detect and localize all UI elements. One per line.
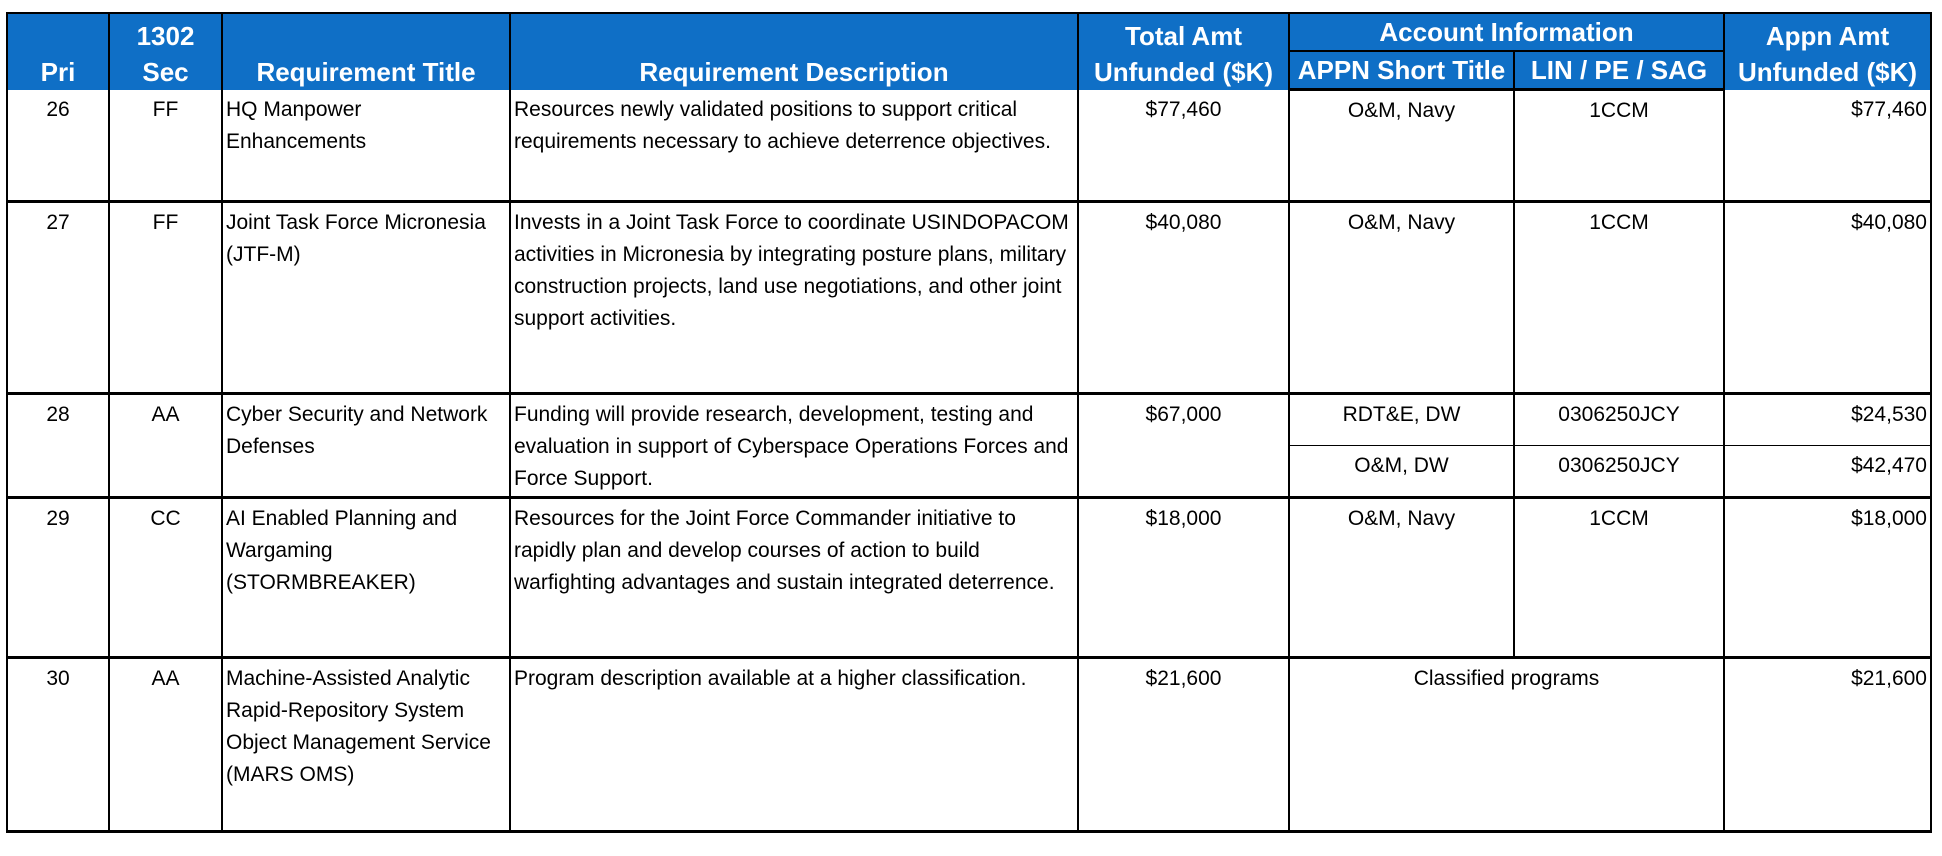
header-account-information: Account Information	[1289, 13, 1724, 51]
cell-total: $21,600	[1078, 658, 1289, 832]
cell-total: $40,080	[1078, 202, 1289, 394]
cell-lin: 1CCM	[1514, 202, 1724, 394]
cell-description: Invests in a Joint Task Force to coordinate USINDOPACOM activities in Micronesia by integrating posture plans, military construction projects, land use negotiations, and other joint support activities.	[510, 202, 1078, 394]
cell-title: Joint Task Force Micronesia (JTF-M)	[222, 202, 510, 394]
cell-title: Cyber Security and Network Defenses	[222, 394, 510, 498]
header-requirement-description: Requirement Description	[510, 13, 1078, 90]
header-sec-top: 1302	[136, 20, 195, 51]
header-requirement-title: Requirement Title	[222, 13, 510, 90]
table-header	[7, 13, 1931, 90]
cell-pri: 26	[7, 90, 109, 202]
cell-amt: $42,470	[1724, 446, 1931, 498]
cell-appn: O&M, Navy	[1289, 498, 1514, 658]
header-appn-short-title: APPN Short Title	[1289, 51, 1514, 90]
cell-description: Resources for the Joint Force Commander initiative to rapidly plan and develop courses of action to build warfighting advantages and sustain integrated deterrence.	[510, 498, 1078, 658]
cell-amt: $21,600	[1724, 658, 1931, 832]
cell-title: Machine-Assisted Analytic Rapid-Repository System Object Management Service (MARS OMS)	[222, 658, 510, 832]
cell-total: $18,000	[1078, 498, 1289, 658]
cell-lin: 1CCM	[1514, 90, 1724, 202]
header-pri: Pri	[7, 13, 109, 90]
cell-account-merged: Classified programs	[1289, 658, 1724, 832]
cell-sec: AA	[109, 658, 222, 832]
cell-appn: O&M, DW	[1289, 446, 1514, 498]
cell-title: HQ Manpower Enhancements	[222, 90, 510, 202]
cell-sec: FF	[109, 90, 222, 202]
table-row	[7, 498, 1931, 658]
cell-description: Program description available at a higher classification.	[510, 658, 1078, 832]
header-lin-pe-sag: LIN / PE / SAG	[1514, 51, 1724, 90]
cell-sec: FF	[109, 202, 222, 394]
cell-title: AI Enabled Planning and Wargaming (STORMBREAKER)	[222, 498, 510, 658]
header-sec-bottom: Sec	[142, 56, 189, 87]
header-total-top: Total Amt	[1125, 20, 1242, 51]
cell-amt: $77,460	[1724, 90, 1931, 202]
table-row	[7, 90, 1931, 202]
cell-total: $67,000	[1078, 394, 1289, 498]
cell-sec: CC	[109, 498, 222, 658]
cell-total: $77,460	[1078, 90, 1289, 202]
unfunded-requirements-table	[6, 12, 1932, 833]
cell-appn: O&M, Navy	[1289, 202, 1514, 394]
header-1302-sec	[109, 13, 222, 90]
cell-lin: 0306250JCY	[1514, 394, 1724, 446]
cell-amt: $18,000	[1724, 498, 1931, 658]
cell-sec: AA	[109, 394, 222, 498]
cell-amt: $40,080	[1724, 202, 1931, 394]
header-total-amt	[1078, 13, 1289, 90]
header-total-bottom: Unfunded ($K)	[1093, 56, 1274, 87]
header-appn-amt	[1724, 13, 1931, 90]
cell-lin: 0306250JCY	[1514, 446, 1724, 498]
cell-pri: 28	[7, 394, 109, 498]
cell-pri: 29	[7, 498, 109, 658]
cell-pri: 30	[7, 658, 109, 832]
table-row	[7, 658, 1931, 832]
cell-amt: $24,530	[1724, 394, 1931, 446]
cell-description: Resources newly validated positions to support critical requirements necessary to achieve deterrence objectives.	[510, 90, 1078, 202]
cell-pri: 27	[7, 202, 109, 394]
cell-description: Funding will provide research, development, testing and evaluation in support of Cyberspace Operations Forces and Force Support.	[510, 394, 1078, 498]
cell-appn: RDT&E, DW	[1289, 394, 1514, 446]
table-row	[7, 202, 1931, 394]
table-row	[7, 394, 1931, 446]
cell-appn: O&M, Navy	[1289, 90, 1514, 202]
header-appn-amt-bottom: Unfunded ($K)	[1737, 56, 1918, 87]
header-appn-amt-top: Appn Amt	[1765, 20, 1890, 51]
cell-lin: 1CCM	[1514, 498, 1724, 658]
